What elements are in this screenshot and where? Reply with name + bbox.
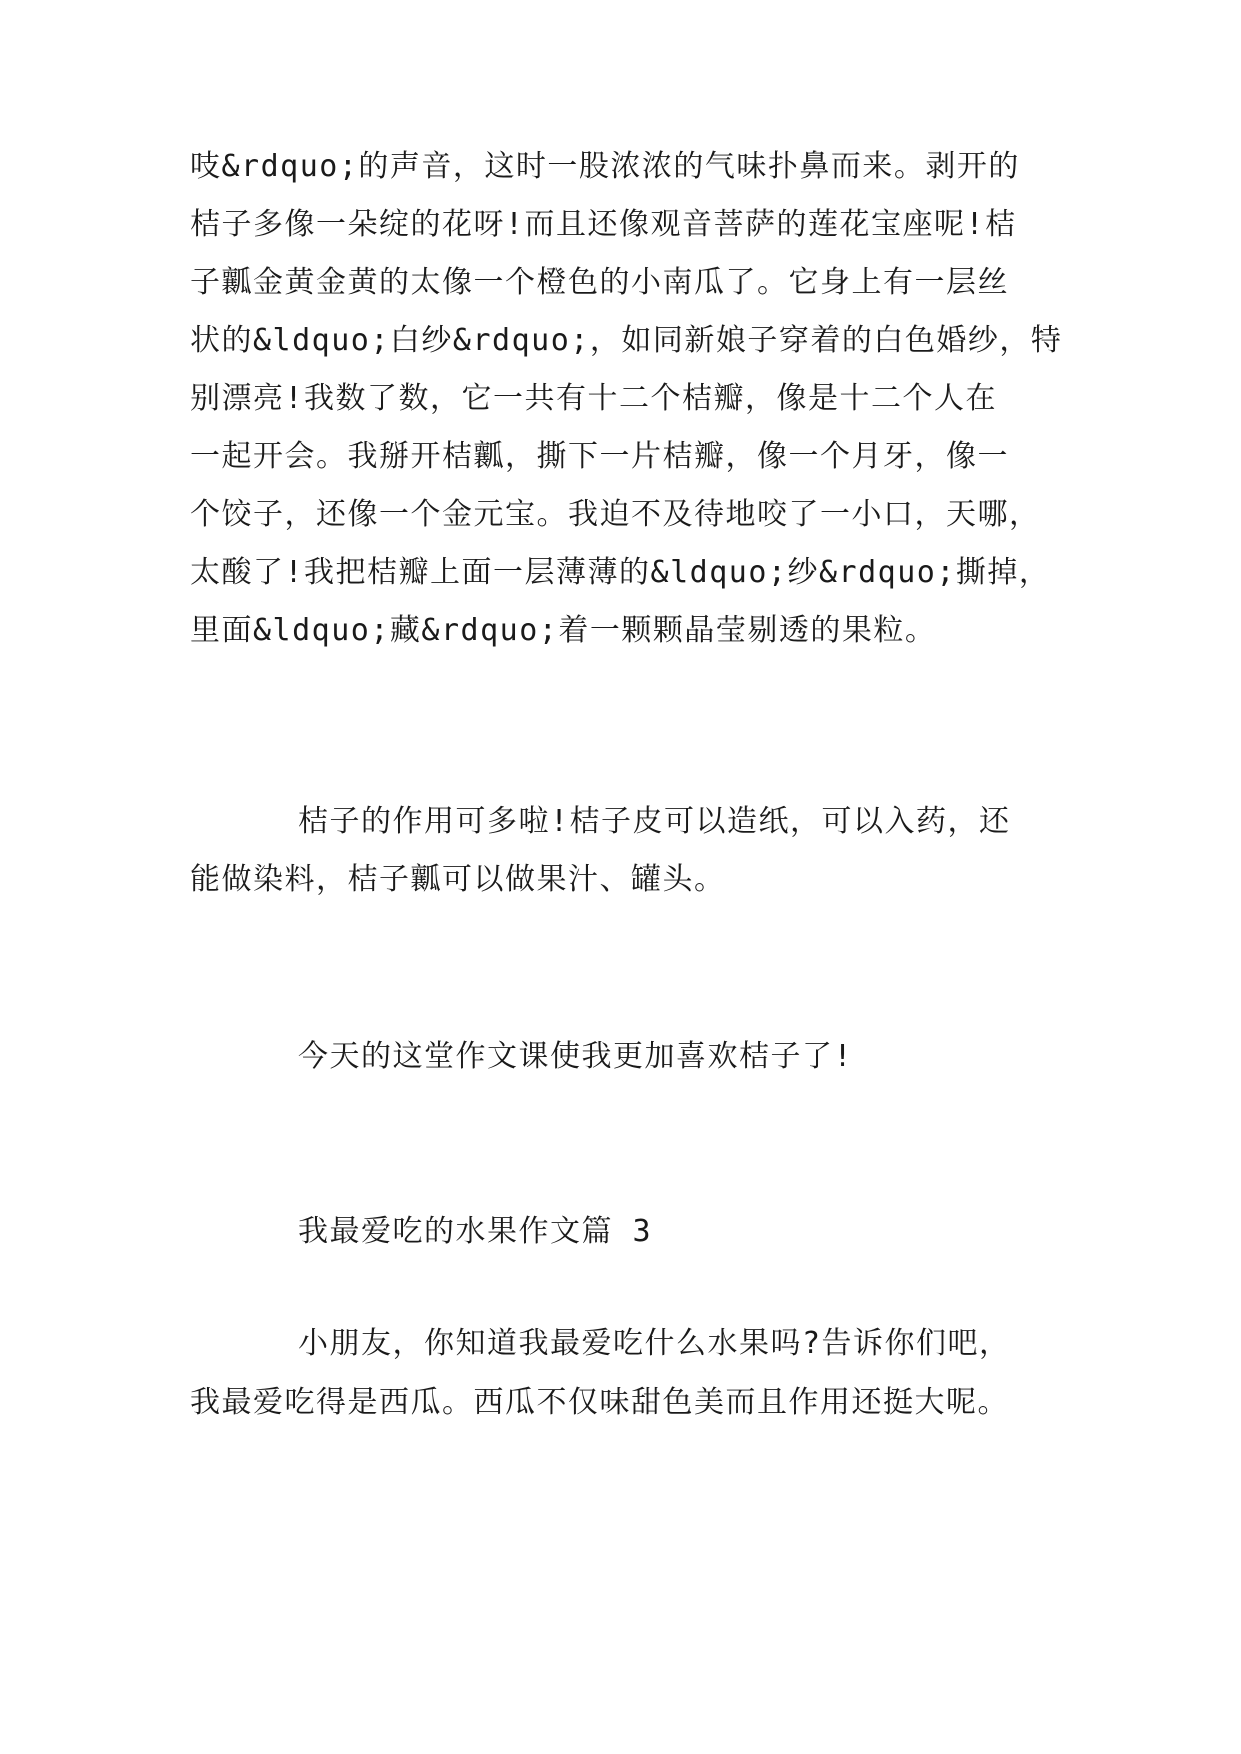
paragraph-1-line-7: 个饺子，还像一个金元宝。我迫不及待地咬了一小口，天哪， (190, 497, 1041, 532)
paragraph-1-line-5: 别漂亮!我数了数，它一共有十二个桔瓣，像是十二个人在 (190, 381, 998, 416)
paragraph-1-line-6: 一起开会。我掰开桔瓤，撕下一片桔瓣，像一个月牙，像一 (190, 439, 1009, 474)
paragraph-1-line-9: 里面&ldquo;藏&rdquo;着一颗颗晶莹剔透的果粒。 (190, 613, 937, 648)
paragraph-2-line-1: 桔子的作用可多啦!桔子皮可以造纸，可以入药，还 (298, 804, 1011, 839)
paragraph-1-line-1: 吱&rdquo;的声音，这时一股浓浓的气味扑鼻而来。剥开的 (190, 149, 1020, 184)
section-heading: 我最爱吃的水果作文篇 3 (298, 1214, 653, 1249)
paragraph-3-line-1: 今天的这堂作文课使我更加喜欢桔子了! (298, 1039, 854, 1074)
paragraph-4-line-1: 小朋友，你知道我最爱吃什么水果吗?告诉你们吧， (298, 1326, 1011, 1361)
paragraph-1-line-8: 太酸了!我把桔瓣上面一层薄薄的&ldquo;纱&rdquo;撕掉， (190, 555, 1051, 590)
paragraph-1-line-3: 子瓤金黄金黄的太像一个橙色的小南瓜了。它身上有一层丝 (190, 265, 1009, 300)
paragraph-1-line-4: 状的&ldquo;白纱&rdquo;，如同新娘子穿着的白色婚纱，特 (190, 323, 1063, 358)
paragraph-2-line-2: 能做染料，桔子瓤可以做果汁、罐头。 (190, 862, 726, 897)
paragraph-4-line-2: 我最爱吃得是西瓜。西瓜不仅味甜色美而且作用还挺大呢。 (190, 1385, 1009, 1420)
paragraph-1-line-2: 桔子多像一朵绽的花呀!而且还像观音菩萨的莲花宝座呢!桔 (190, 207, 1017, 242)
